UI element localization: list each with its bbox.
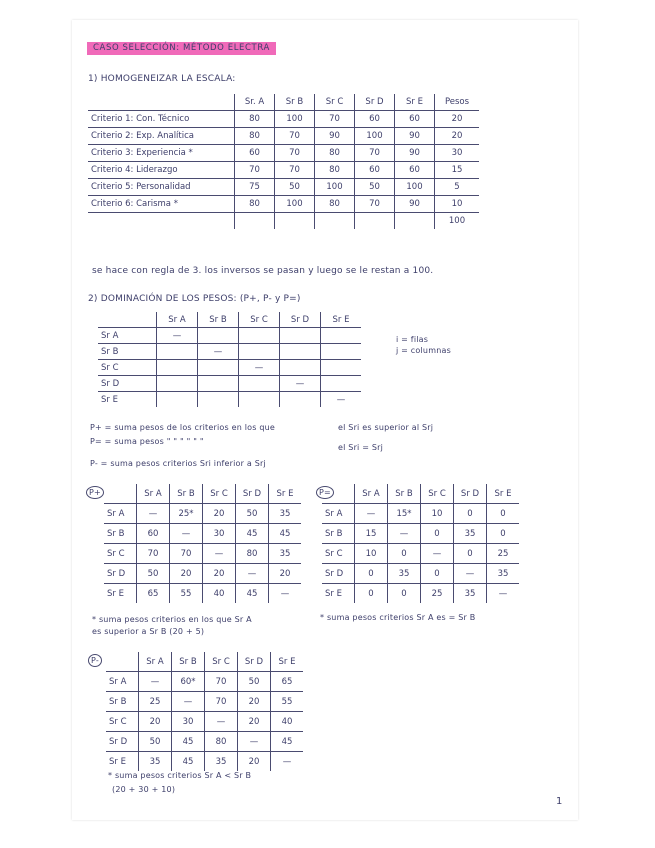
p-equal-value: 15 (355, 524, 388, 544)
criteria-value: 90 (395, 196, 435, 213)
p-minus-corner-cell (106, 652, 139, 672)
criteria-label: Criterio 3: Experiencia * (88, 145, 235, 162)
criteria-value: 100 (315, 179, 355, 196)
p-plus-value: 20 (170, 564, 203, 584)
section1-heading: 1) HOMOGENEIZAR LA ESCALA: (88, 74, 236, 84)
p-minus-row-label: Sr B (106, 692, 139, 712)
p-equal-note-1: * suma pesos criterios Sr A es = Sr B (320, 613, 476, 622)
p-equal-table (322, 484, 519, 603)
criteria-column-header: Sr C (315, 94, 355, 111)
p-plus-row (104, 544, 301, 564)
p-minus-column-header: Sr D (238, 652, 271, 672)
criteria-value: 60 (395, 162, 435, 179)
p-minus-column-header: Sr B (172, 652, 205, 672)
p-minus-value: 35 (205, 752, 238, 772)
p-plus-value: 35 (269, 504, 302, 524)
p-plus-value: 70 (170, 544, 203, 564)
empty-cell (315, 213, 355, 230)
p-equal-value: 0 (388, 544, 421, 564)
p-equal-value: 0 (388, 584, 421, 604)
p-plus-value: 70 (137, 544, 170, 564)
empty-cell (239, 392, 280, 408)
p-plus-value: 65 (137, 584, 170, 604)
empty-cell (280, 360, 321, 376)
p-minus-value: 20 (139, 712, 172, 732)
template-corner-cell (98, 312, 157, 328)
template-row (98, 344, 361, 360)
empty-cell (157, 344, 198, 360)
empty-cell (198, 376, 239, 392)
p-equal-row-label: Sr D (322, 564, 355, 584)
criteria-column-header: Sr D (355, 94, 395, 111)
p-minus-row-label: Sr A (106, 672, 139, 692)
criteria-label: Criterio 2: Exp. Analítica (88, 128, 235, 145)
criteria-value: 100 (275, 111, 315, 128)
p-minus-table (106, 652, 303, 771)
legend-i: i = filas (396, 335, 429, 344)
p-minus-value: — (172, 692, 205, 712)
p-minus-column-header: Sr E (271, 652, 304, 672)
p-plus-row-label: Sr D (104, 564, 137, 584)
criteria-value: 90 (395, 145, 435, 162)
p-minus-row-label: Sr C (106, 712, 139, 732)
p-minus-value: 45 (172, 732, 205, 752)
criteria-value: 70 (235, 162, 275, 179)
p-plus-column-header: Sr D (236, 484, 269, 504)
p-minus-value: 45 (172, 752, 205, 772)
empty-cell (280, 328, 321, 344)
p-plus-row-label: Sr C (104, 544, 137, 564)
template-row-label: Sr B (98, 344, 157, 360)
criteria-value: 5 (435, 179, 480, 196)
p-minus-value: 55 (271, 692, 304, 712)
p-equal-value: 0 (454, 504, 487, 524)
p-minus-row (106, 672, 303, 692)
p-equal-row (322, 504, 519, 524)
p-equal-value: 0 (421, 564, 454, 584)
p-equal-value: 0 (487, 524, 520, 544)
p-minus-value: 50 (238, 672, 271, 692)
p-minus-note-2: (20 + 30 + 10) (112, 785, 176, 794)
p-plus-row (104, 504, 301, 524)
page-title: CASO SELECCIÓN: MÉTODO ELECTRA (87, 42, 276, 55)
criteria-row (88, 179, 479, 196)
criteria-value: 80 (235, 111, 275, 128)
p-plus-row (104, 564, 301, 584)
p-minus-header-row (106, 652, 303, 672)
p-equal-header-row (322, 484, 519, 504)
template-row-label: Sr C (98, 360, 157, 376)
p-plus-value: 50 (236, 504, 269, 524)
p-equal-value: 10 (355, 544, 388, 564)
criteria-value: 100 (275, 196, 315, 213)
p-minus-row (106, 752, 303, 772)
p-plus-value: 45 (269, 524, 302, 544)
template-column-header: Sr A (157, 312, 198, 328)
p-plus-value: — (137, 504, 170, 524)
p-minus-value: 70 (205, 672, 238, 692)
definition-p-plus-right: el Sri es superior al Srj (338, 423, 434, 432)
p-minus-row-label: Sr D (106, 732, 139, 752)
criteria-value: 80 (235, 128, 275, 145)
criteria-row (88, 111, 479, 128)
domination-template-table (98, 312, 361, 407)
p-plus-circle: P+ (86, 486, 104, 499)
p-minus-value: — (271, 752, 304, 772)
p-minus-column-header: Sr C (205, 652, 238, 672)
definition-p-plus: P+ = suma pesos de los criterios en los que (90, 423, 276, 432)
p-equal-row-label: Sr E (322, 584, 355, 604)
p-equal-value: 0 (454, 544, 487, 564)
empty-cell (280, 344, 321, 360)
p-minus-value: 20 (238, 712, 271, 732)
p-minus-circle: P- (88, 654, 102, 667)
criteria-value: 90 (395, 128, 435, 145)
p-minus-note-1: * suma pesos criterios Sr A < Sr B (108, 771, 252, 780)
page-number: 1 (556, 796, 563, 807)
p-plus-value: 35 (269, 544, 302, 564)
p-plus-value: 20 (203, 564, 236, 584)
p-equal-value: 0 (355, 564, 388, 584)
criteria-value: 100 (395, 179, 435, 196)
empty-cell (321, 360, 362, 376)
empty-cell (235, 213, 275, 230)
criteria-value: 70 (275, 162, 315, 179)
p-minus-row-label: Sr E (106, 752, 139, 772)
criteria-corner-cell (88, 94, 235, 111)
weights-total: 100 (435, 213, 480, 230)
p-plus-row-label: Sr B (104, 524, 137, 544)
p-plus-value: 30 (203, 524, 236, 544)
empty-cell (280, 392, 321, 408)
diagonal-dash: — (239, 360, 280, 376)
p-plus-value: 50 (137, 564, 170, 584)
p-plus-table (104, 484, 301, 603)
criteria-value: 60 (355, 162, 395, 179)
p-equal-value: — (421, 544, 454, 564)
p-minus-value: 40 (271, 712, 304, 732)
criteria-value: 60 (355, 111, 395, 128)
criteria-row (88, 196, 479, 213)
criteria-value: 70 (275, 145, 315, 162)
diagonal-dash: — (321, 392, 362, 408)
section2-heading: 2) DOMINACIÓN DE LOS PESOS: (P+, P- y P=) (88, 294, 301, 304)
p-equal-row-label: Sr A (322, 504, 355, 524)
p-equal-row (322, 564, 519, 584)
p-equal-row (322, 584, 519, 604)
p-plus-header-row (104, 484, 301, 504)
template-column-header: Sr C (239, 312, 280, 328)
p-equal-column-header: Sr C (421, 484, 454, 504)
empty-cell (198, 328, 239, 344)
criteria-column-header: Pesos (435, 94, 480, 111)
p-plus-column-header: Sr B (170, 484, 203, 504)
criteria-value: 70 (315, 111, 355, 128)
criteria-value: 20 (435, 111, 480, 128)
template-row (98, 376, 361, 392)
p-minus-value: 60* (172, 672, 205, 692)
p-plus-row (104, 524, 301, 544)
template-header-row (98, 312, 361, 328)
p-minus-value: 35 (139, 752, 172, 772)
p-plus-value: 55 (170, 584, 203, 604)
criteria-column-header: Sr E (395, 94, 435, 111)
p-minus-value: 50 (139, 732, 172, 752)
criteria-value: 70 (275, 128, 315, 145)
empty-cell (157, 360, 198, 376)
criteria-value: 10 (435, 196, 480, 213)
criteria-value: 80 (315, 162, 355, 179)
p-equal-row-label: Sr B (322, 524, 355, 544)
p-plus-row-label: Sr A (104, 504, 137, 524)
criteria-value: 60 (235, 145, 275, 162)
criteria-value: 70 (355, 196, 395, 213)
p-equal-row (322, 524, 519, 544)
definition-p-equal-right: el Sri = Srj (338, 443, 384, 452)
diagonal-dash: — (280, 376, 321, 392)
p-plus-corner-cell (104, 484, 137, 504)
p-plus-label (86, 486, 104, 499)
criteria-total-row (88, 213, 479, 230)
criteria-value: 50 (355, 179, 395, 196)
criteria-value: 75 (235, 179, 275, 196)
diagonal-dash: — (198, 344, 239, 360)
p-plus-value: 40 (203, 584, 236, 604)
p-equal-column-header: Sr E (487, 484, 520, 504)
p-minus-value: 20 (238, 692, 271, 712)
criteria-label: Criterio 5: Personalidad (88, 179, 235, 196)
template-row (98, 392, 361, 408)
p-plus-note-1: * suma pesos criterios en los que Sr A (92, 615, 252, 624)
criteria-column-header: Sr. A (235, 94, 275, 111)
empty-cell (275, 213, 315, 230)
p-plus-value: — (203, 544, 236, 564)
p-equal-value: 25 (487, 544, 520, 564)
criteria-value: 70 (355, 145, 395, 162)
criteria-row (88, 145, 479, 162)
empty-cell (239, 376, 280, 392)
criteria-value: 60 (395, 111, 435, 128)
criteria-label: Criterio 1: Con. Técnico (88, 111, 235, 128)
template-row (98, 328, 361, 344)
p-minus-value: — (139, 672, 172, 692)
p-equal-row (322, 544, 519, 564)
p-minus-value: — (205, 712, 238, 732)
criteria-value: 80 (315, 196, 355, 213)
template-row (98, 360, 361, 376)
p-minus-value: 25 (139, 692, 172, 712)
p-equal-value: 15* (388, 504, 421, 524)
criteria-row (88, 162, 479, 179)
p-equal-column-header: Sr B (388, 484, 421, 504)
p-plus-value: — (170, 524, 203, 544)
p-equal-value: 0 (487, 504, 520, 524)
criteria-value: 90 (315, 128, 355, 145)
criteria-column-header: Sr B (275, 94, 315, 111)
p-minus-value: 80 (205, 732, 238, 752)
p-equal-value: 35 (454, 524, 487, 544)
template-column-header: Sr E (321, 312, 362, 328)
criteria-table (88, 94, 479, 229)
p-equal-value: 35 (388, 564, 421, 584)
criteria-value: 100 (355, 128, 395, 145)
p-plus-value: 20 (203, 504, 236, 524)
template-row-label: Sr A (98, 328, 157, 344)
criteria-value: 30 (435, 145, 480, 162)
p-minus-label (88, 654, 102, 667)
criteria-value: 15 (435, 162, 480, 179)
template-column-header: Sr B (198, 312, 239, 328)
p-plus-value: 80 (236, 544, 269, 564)
template-column-header: Sr D (280, 312, 321, 328)
p-plus-row-label: Sr E (104, 584, 137, 604)
p-minus-row (106, 692, 303, 712)
p-equal-value: — (487, 584, 520, 604)
p-plus-column-header: Sr C (203, 484, 236, 504)
definition-p-equal: P= = suma pesos " " " " " " (90, 437, 204, 446)
p-plus-value: 60 (137, 524, 170, 544)
empty-cell (157, 392, 198, 408)
template-row-label: Sr D (98, 376, 157, 392)
criteria-value: 80 (235, 196, 275, 213)
section1-note: se hace con regla de 3. los inversos se pasan y luego se le restan a 100. (92, 266, 434, 276)
p-minus-column-header: Sr A (139, 652, 172, 672)
empty-cell (321, 344, 362, 360)
p-equal-value: 0 (355, 584, 388, 604)
p-plus-column-header: Sr A (137, 484, 170, 504)
p-plus-value: 20 (269, 564, 302, 584)
p-equal-circle: P= (316, 486, 334, 499)
p-plus-value: — (269, 584, 302, 604)
definition-p-minus: P- = suma pesos criterios Sri inferior a Srj (90, 459, 266, 468)
empty-cell (321, 328, 362, 344)
p-plus-row (104, 584, 301, 604)
p-plus-value: — (236, 564, 269, 584)
p-minus-value: 45 (271, 732, 304, 752)
p-minus-value: 65 (271, 672, 304, 692)
criteria-value: 80 (315, 145, 355, 162)
p-minus-row (106, 732, 303, 752)
p-minus-value: 20 (238, 752, 271, 772)
p-minus-value: — (238, 732, 271, 752)
p-equal-value: 35 (454, 584, 487, 604)
p-equal-value: 10 (421, 504, 454, 524)
criteria-value: 20 (435, 128, 480, 145)
empty-cell (355, 213, 395, 230)
p-plus-column-header: Sr E (269, 484, 302, 504)
empty-cell (198, 360, 239, 376)
p-equal-column-header: Sr D (454, 484, 487, 504)
diagonal-dash: — (157, 328, 198, 344)
p-minus-row (106, 712, 303, 732)
p-minus-value: 30 (172, 712, 205, 732)
empty-cell (88, 213, 235, 230)
p-plus-value: 45 (236, 584, 269, 604)
criteria-label: Criterio 4: Liderazgo (88, 162, 235, 179)
p-equal-value: — (355, 504, 388, 524)
criteria-value: 50 (275, 179, 315, 196)
empty-cell (395, 213, 435, 230)
p-plus-value: 25* (170, 504, 203, 524)
legend-j: j = columnas (396, 346, 451, 355)
empty-cell (321, 376, 362, 392)
criteria-label: Criterio 6: Carisma * (88, 196, 235, 213)
p-equal-corner-cell (322, 484, 355, 504)
criteria-row (88, 128, 479, 145)
p-equal-value: — (454, 564, 487, 584)
criteria-header-row (88, 94, 479, 111)
p-equal-column-header: Sr A (355, 484, 388, 504)
empty-cell (157, 376, 198, 392)
template-row-label: Sr E (98, 392, 157, 408)
empty-cell (198, 392, 239, 408)
p-minus-value: 70 (205, 692, 238, 712)
empty-cell (239, 344, 280, 360)
p-equal-value: 0 (421, 524, 454, 544)
p-plus-value: 45 (236, 524, 269, 544)
p-equal-row-label: Sr C (322, 544, 355, 564)
p-equal-value: — (388, 524, 421, 544)
p-equal-value: 35 (487, 564, 520, 584)
empty-cell (239, 328, 280, 344)
p-equal-value: 25 (421, 584, 454, 604)
p-plus-note-2: es superior a Sr B (20 + 5) (92, 627, 205, 636)
